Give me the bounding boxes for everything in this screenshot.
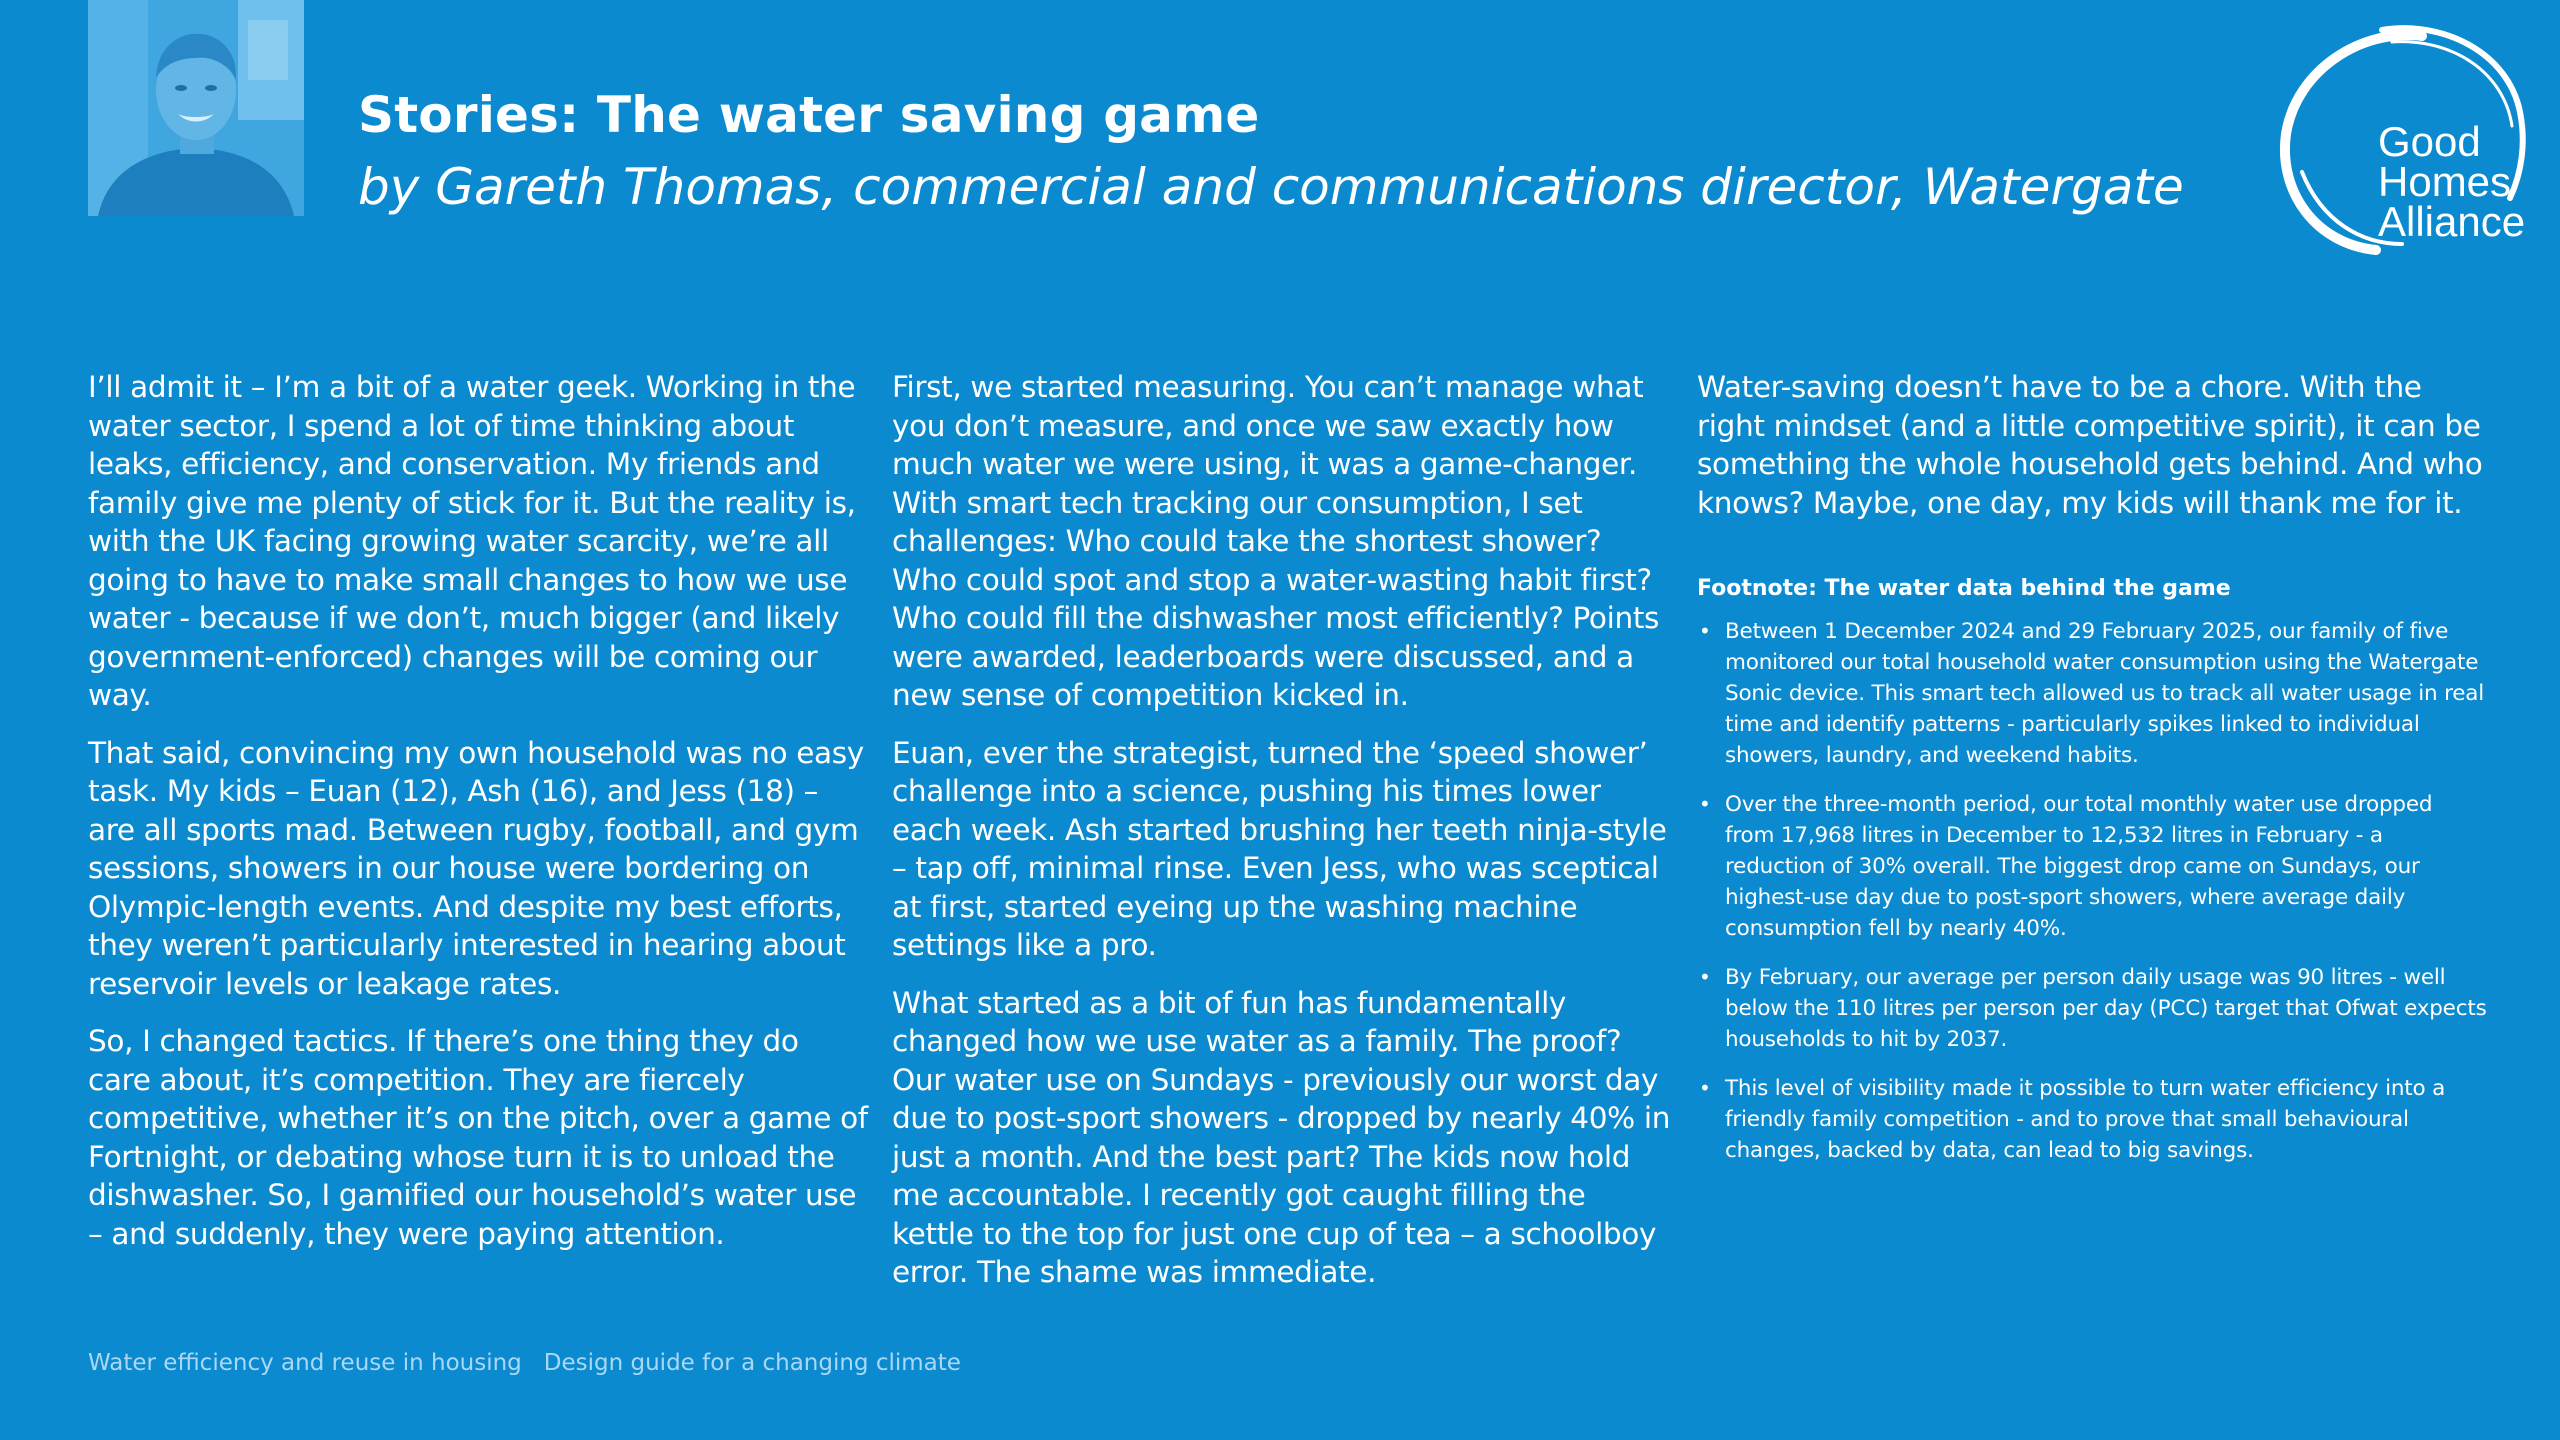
paragraph: First, we started measuring. You can’t manage what you don’t measure, and once we saw exactly how much water we were using, it was a game-changer. With smart tech tracking our consumption, I set challenges: Who could take the shortest shower? Who could spot and stop a water-wasting habit first? Who could fill the dishwasher most efficiently? Points were awarded, leaderboards were discussed, and a new sense of competition kicked in.	[892, 370, 1660, 712]
logo-wordmark	[2378, 118, 2526, 245]
bullet-icon: •	[1699, 792, 1711, 816]
logo-line-alliance: Alliance	[2378, 198, 2526, 245]
list-item-text: This level of visibility made it possible to turn water efficiency into a friendly family competition - and to prove that small behavioural changes, backed by data, can lead to big savings.	[1725, 1076, 2446, 1163]
paragraph: So, I changed tactics. If there’s one thing they do care about, it’s competition. They are fiercely competitive, whether it’s on the pitch, over a game of Fortnight, or debating whose turn it is to unload the dishwasher. So, I gamified our household’s water use – and suddenly, they were paying attention.	[88, 1024, 868, 1251]
paragraph: What started as a bit of fun has fundamentally changed how we use water as a family. The proof? Our water use on Sundays - previously our worst day due to post-sport showers - dropped by nearly 40% in just a month. And the best part? The kids now hold me accountable. I recently got caught filling the kettle to the top for just one cup of tea – a schoolboy error. The shame was immediate.	[892, 985, 1671, 1289]
page-subtitle: by Gareth Thomas, commercial and communications director, Watergate	[358, 158, 2184, 216]
paragraph: That said, convincing my own household was no easy task. My kids – Euan (12), Ash (16), and Jess (18) – are all sports mad. Between rugby, football, and gym sessions, showers in our house were bordering on Olympic-length events. And despite my best efforts, they weren’t particularly interested in hearing about reservoir levels or leakage rates.	[88, 735, 864, 1001]
logo-line-good: Good	[2378, 118, 2481, 165]
paragraph: Water-saving doesn’t have to be a chore. With the right mindset (and a little competitive spirit), it can be something the whole household gets behind. And who knows? Maybe, one day, my kids will thank me for it.	[1697, 370, 2483, 520]
footer-guide-title: Design guide for a changing climate	[543, 1350, 961, 1376]
column-1	[88, 368, 868, 1272]
list-item-text: Between 1 December 2024 and 29 February 2025, our family of five monitored our total household water consumption using the Watergate Sonic device. This smart tech allowed us to track all water usage in real time and identify patterns - particularly spikes linked to individual showers, laundry, and weekend habits.	[1725, 619, 2485, 768]
footnote-list	[1697, 616, 2487, 1166]
footnote-title: Footnote: The water data behind the game	[1697, 576, 2231, 601]
good-homes-alliance-logo	[2272, 22, 2542, 262]
bullet-icon: •	[1699, 619, 1711, 643]
paragraph: Euan, ever the strategist, turned the ‘speed shower’ challenge into a science, pushing his times lower each week. Ash started brushing her teeth ninja-style – tap off, minimal rinse. Even Jess, who was sceptical at first, started eyeing up the washing machine settings like a pro.	[892, 735, 1667, 962]
paragraph: I’ll admit it – I’m a bit of a water geek. Working in the water sector, I spend a lot of time thinking about leaks, efficiency, and conservation. My friends and family give me plenty of stick for it. But the reality is, with the UK facing growing water scarcity, we’re all going to have to make small changes to how we use water - because if we don’t, much bigger (and likely government-enforced) changes will be coming our way.	[88, 370, 856, 712]
footer-publication-title: Water efficiency and reuse in housing	[88, 1350, 522, 1376]
column-2	[892, 368, 1672, 1311]
list-item-text: Over the three-month period, our total monthly water use dropped from 17,968 litres in December to 12,532 litres in February - a reduction of 30% overall. The biggest drop came on Sundays, our highest-use day due to post-sport showers, where average daily consumption fell by nearly 40%.	[1725, 792, 2433, 941]
list-item-text: By February, our average per person daily usage was 90 litres - well below the 110 litres per person per day (PCC) target that Ofwat expects households to hit by 2037.	[1725, 965, 2487, 1052]
list-item	[1697, 1073, 2487, 1166]
author-portrait	[88, 0, 304, 216]
bullet-icon: •	[1699, 1076, 1711, 1100]
page-footer	[88, 1348, 961, 1378]
list-item	[1697, 616, 2487, 771]
title-block	[358, 80, 2258, 224]
column-3	[1697, 368, 2487, 1184]
list-item	[1697, 962, 2487, 1055]
list-item	[1697, 789, 2487, 944]
logo-line-homes: Homes	[2378, 158, 2512, 205]
portrait-image	[88, 0, 304, 216]
page-title: Stories: The water saving game	[358, 86, 1260, 144]
bullet-icon: •	[1699, 965, 1711, 989]
